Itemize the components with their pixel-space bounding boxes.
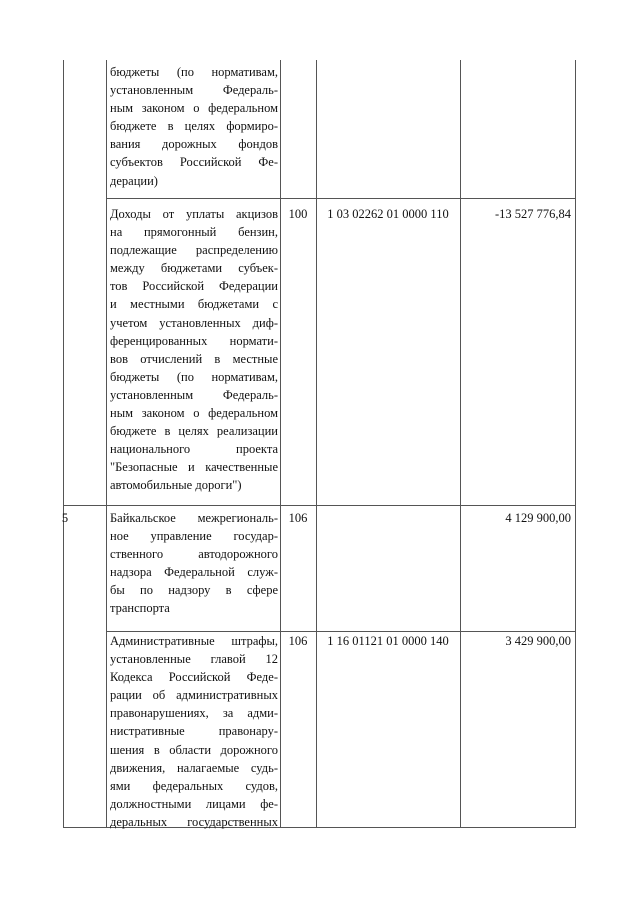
amount-value: -13 527 776,84 [494,207,571,221]
description-line: правонарушениях, за адми- [110,706,278,721]
table-border-left [63,60,64,828]
description-line: ное управление государ- [110,529,278,544]
description-line: учетом установленных диф- [110,315,278,330]
description-line: тов Российской Федерации [110,279,278,294]
description-line: бюджете в целях формиро- [110,119,278,134]
admin-code: 106 [288,511,308,525]
admin-code: 106 [288,634,308,648]
description-line: бюджеты (по нормативам, [110,65,278,79]
description-line: ным законом о федеральном [110,101,278,116]
amount-value: 3 429 900,00 [505,634,571,648]
table-row-description [110,63,278,190]
table-row-description [110,205,278,495]
table-col-divider-1 [106,60,107,828]
description-line: между бюджетами субъек- [110,261,278,276]
description-line: ями федеральных судов, [110,778,278,793]
description-line: деральных государственных [110,814,278,829]
description-line: бюджеты (по нормативам, [110,369,278,384]
description-line: ным законом о федеральном [110,406,278,421]
description-line: на прямогонный бензин, [110,225,278,240]
description-line: надзора Федеральной служ- [110,565,278,580]
row-separator-1 [106,198,576,199]
description-line: дерации) [110,173,158,188]
description-line: Кодекса Российской Феде- [110,670,278,685]
description-line: нистративные правонару- [110,724,278,739]
description-line: ференцированных нормати- [110,333,278,348]
description-line: шения в области дорожного [110,742,278,757]
table-border-right [575,60,576,828]
budget-classification-code: 1 03 02262 01 0000 110 [327,207,449,221]
description-line: движения, налагаемые судь- [110,760,278,775]
table-row-description [110,632,278,831]
description-line: подлежащие распределению [110,243,278,258]
description-line: рации об административных [110,688,278,703]
description-line: "Безопасные и качественные [110,460,278,475]
description-line: установленные главой 12 [110,652,278,667]
amount-value: 4 129 900,00 [505,511,571,525]
description-line: и местными бюджетами с [110,297,278,312]
description-line: ственного автодорожного [110,547,278,562]
description-line: транспорта [110,601,170,616]
row-separator-2 [63,505,576,506]
description-line: должностными лицами фе- [110,796,278,811]
description-line: бы по надзору в сфере [110,583,278,598]
description-line: национального проекта [110,442,278,457]
description-line: бюджете в целях реализации [110,424,278,439]
description-line: установленным Федераль- [110,83,278,98]
budget-classification-code: 1 16 01121 01 0000 140 [327,634,449,648]
admin-code: 100 [288,207,308,221]
table-col-divider-4 [460,60,461,828]
description-line: автомобильные дороги") [110,478,242,493]
table-col-divider-3 [316,60,317,828]
description-line: Байкальское межрегиональ- [110,511,278,525]
table-row-description [110,509,278,618]
description-line: Административные штрафы, [110,634,278,648]
row-number: 5 [61,511,69,525]
description-line: вов отчислений в местные [110,351,278,366]
table-col-divider-2 [280,60,281,828]
description-line: Доходы от уплаты акцизов [110,207,278,221]
description-line: установленным Федераль- [110,387,278,402]
description-line: субъектов Российской Фе- [110,155,278,170]
description-line: вания дорожных фондов [110,137,278,152]
